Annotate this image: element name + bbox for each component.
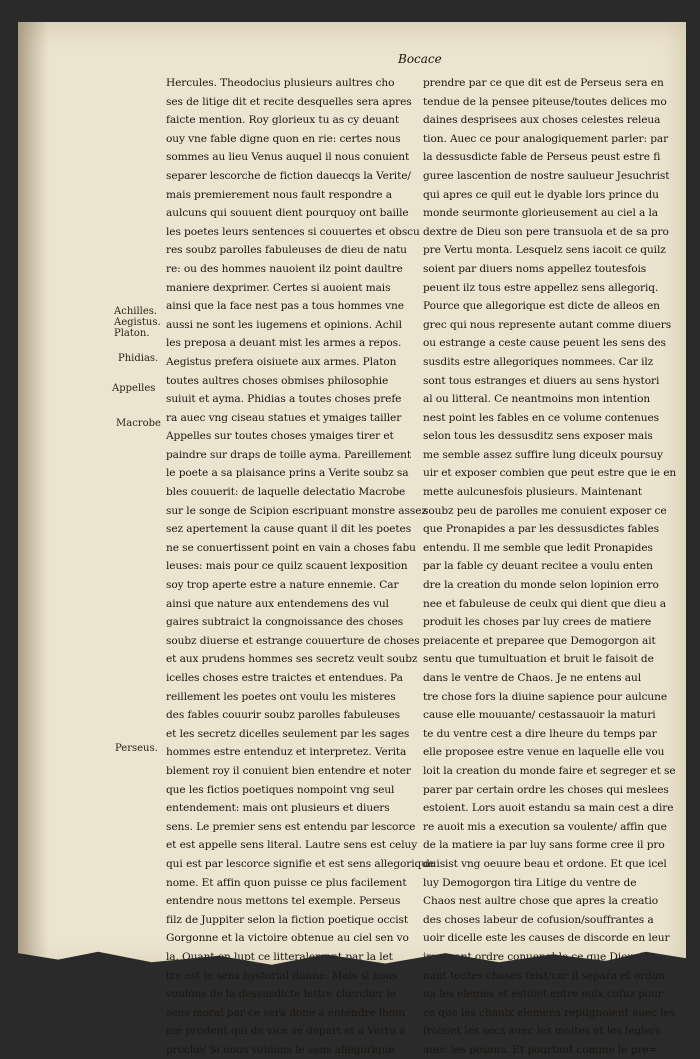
right-text-column — [423, 74, 677, 1059]
text-line: suiuit et ayma. Phidias a toutes choses prefe — [166, 393, 402, 406]
text-line: separer lescorche de fiction dauecqs la Verite/ — [166, 169, 411, 182]
text-line: que les fictios poetiques nompoint vng seul — [166, 783, 395, 796]
text-line: icelles choses estre traictes et entendues. Pa — [166, 672, 403, 684]
text-line: les poetes leurs sentences si couuertes et obscu — [166, 225, 420, 238]
text-line: entendre nous mettons tel exemple. Perseus — [166, 895, 401, 908]
text-line: sommes au lieu Venus auquel il nous conuient — [166, 151, 410, 164]
text-line: des choses labeur de cofusion/souffrantes a — [423, 913, 654, 926]
text-line: sens. Le premier sens est entendu par lescorce — [166, 820, 416, 833]
text-line: blement roy il conuient bien entendre et noter — [166, 764, 411, 777]
text-line: Aegistus prefera oisiuete aux armes. Platon — [166, 355, 397, 368]
text-line: leuses: mais pour ce quilz scauent lexposition — [166, 560, 408, 573]
text-line: faicte mention. Roy glorieux tu as cy deuant — [166, 114, 400, 127]
text-line: par la fable cy deuant recitee a voulu enten — [423, 560, 653, 573]
text-line: mette aulcunesfois plusieurs. Maintenant — [423, 486, 643, 499]
text-line: Hercules. Theodocius plusieurs aultres cho — [166, 77, 395, 89]
text-line: soient par diuers noms appellez toutesfois — [423, 262, 647, 275]
text-line: preiacente et preparee que Demogorgon ait — [423, 634, 656, 647]
text-line: soubz peu de parolles me conuient exposer ce — [423, 504, 667, 517]
text-line: proche/ Si nous voulons le sens allegorique — [166, 1043, 395, 1056]
text-line: et les secretz dicelles seulement par les sages — [166, 727, 410, 740]
text-line: reillement les poetes ont voulu les misteres — [166, 690, 396, 703]
text-line: sens moral par ce sera done a entendre lhom — [166, 1006, 406, 1019]
text-line: selon tous les dessusditz sens exposer mais — [423, 430, 653, 443]
text-line: filz de Juppiter selon la fiction poetique occist — [166, 913, 408, 926]
text-line: tre chose fors la diuine sapience pour aulcune — [423, 690, 668, 703]
text-line: al ou litteral. Ce neantmoins mon intention — [423, 393, 651, 406]
text-line: bles couuerit: de laquelle delectatio Macrobe — [166, 486, 406, 499]
text-line: ainsi que nature aux entendemens des vul — [166, 597, 389, 610]
marginal-note: Aegistus. — [114, 317, 161, 328]
text-line: nome. Et affin quon puisse ce plus facilement — [166, 876, 407, 889]
text-line: Appelles sur toutes choses ymaiges tirer et — [166, 430, 394, 443]
text-line: aulcuns qui souuent dient pourquoy ont baille — [166, 207, 409, 220]
text-line: nant toutes choses feist/car il separa et ordon — [423, 969, 665, 982]
text-line: soy trop aperte estre a nature ennemie. Car — [166, 579, 399, 592]
text-line: et est appelle sens literal. Lautre sens est celuy — [166, 839, 418, 852]
text-line: sont tous estranges et diuers au sens hystori — [423, 374, 660, 387]
text-line: et aux prudens hommes ses secretz veult soubz — [166, 653, 418, 666]
text-line: hommes estre entenduz et interpretez. Verita — [166, 746, 407, 759]
text-line: susdits estre allegoriques nommees. Car ilz — [423, 355, 654, 368]
text-line: re: ou des hommes nauoient ilz point daultre — [166, 262, 403, 275]
text-line: nest point les fables en ce volume contenues — [423, 411, 659, 424]
text-line: me prudent qui de vice se depart et a Vertu a — [166, 1025, 406, 1038]
text-line: grec qui nous represente autant comme diuers — [423, 318, 672, 331]
marginal-note: Appelles — [112, 383, 156, 394]
text-line: guree lascention de nostre saulueur Jesuchrist — [423, 169, 670, 182]
text-line: sentu que tumultuation et bruit le faisoit de — [423, 653, 654, 666]
text-line: mais premierement nous fault respondre a — [166, 188, 392, 201]
text-line: ainsi que la face nest pas a tous hommes vne — [166, 300, 404, 313]
text-line: soubz diuerse et estrange couuerture de choses — [166, 634, 420, 647]
text-line: sez apertement la cause quant il dit les poetes — [166, 523, 412, 536]
text-line: aussi ne sont les iugemens et opinions. Achil — [166, 318, 402, 331]
text-line: tion. Auec ce pour analogiquement parler: par — [423, 132, 669, 145]
text-line: dre la creation du monde selon lopinion erro — [423, 579, 659, 592]
text-line: te du ventre cest a dire lheure du temps par — [423, 727, 657, 740]
marginal-note: Phidias. — [118, 353, 159, 364]
text-line: de la matiere ia par luy sans forme cree il pro — [423, 839, 665, 852]
text-line: des fables couurir soubz parolles fabuleuses — [166, 709, 400, 722]
text-line: dextre de Dieu son pere transuola et de sa pro — [423, 225, 669, 238]
text-line: maniere dexprimer. Certes si auoient mais — [166, 281, 391, 294]
text-line: froix/et les secz auec les moites et les legiers — [423, 1025, 661, 1038]
book-page — [18, 22, 686, 1056]
text-line: ra auec vng ciseau statues et ymaiges tailler — [166, 411, 402, 424]
text-line: le poete a sa plaisance prins a Verite soubz sa — [166, 467, 409, 480]
text-line: monde seurmonte glorieusement au ciel a la — [423, 207, 658, 220]
marginal-note: Achilles. — [114, 306, 158, 317]
text-line: uoir dicelle este les causes de discorde en leur — [423, 932, 670, 945]
text-line: peuent ilz tous estre appellez sens allegoriq. — [423, 281, 659, 294]
text-line: ne se conuertissent point en vain a choses fabu — [166, 541, 416, 554]
text-line: luy Demogorgon tira Litige du ventre de — [423, 876, 637, 889]
text-line: ouy vne fable digne quon en rie: certes nous — [166, 132, 401, 145]
text-line: loit la creation du monde faire et segreger et se — [423, 764, 676, 777]
text-line: prendre par ce que dit est de Perseus sera en — [423, 77, 664, 89]
text-line: daines desprisees aux choses celestes releua — [423, 114, 661, 127]
text-line: dans le ventre de Chaos. Je ne entens aul — [423, 672, 642, 684]
text-line: estoient. Lors auoit estandu sa main cest a dire — [423, 802, 674, 815]
text-line: tre est le sens hystorial donne: Mais si nous — [166, 969, 398, 982]
text-line: me semble assez suffire lung diceulx poursuy — [423, 448, 663, 461]
marginal-note: Macrobe — [116, 418, 161, 429]
text-line: entendu. Il me semble que ledit Pronapides — [423, 541, 653, 554]
text-line: elle proposee estre venue en laquelle elle vou — [423, 746, 665, 759]
text-line: Gorgonne et la victoire obtenue au ciel sen vo — [166, 932, 409, 945]
text-line: que Pronapides a par les dessusdictes fables — [423, 523, 659, 536]
text-line: nee et fabuleuse de ceulx qui dient que dieu a — [423, 597, 667, 610]
text-line: pre Vertu monta. Lesquelz sens iacoit ce quilz — [423, 244, 666, 257]
text-line: voulons de la dessusdicte lettre chercher le — [166, 988, 396, 1001]
running-head: Bocace — [398, 52, 442, 66]
left-text-column — [166, 74, 435, 1059]
text-line: toutes aultres choses obmises philosophie — [166, 374, 389, 387]
text-line: Pource que allegorique est dicte de alleos en — [423, 300, 660, 313]
text-line: la dessusdicte fable de Perseus peust estre fi — [423, 151, 661, 164]
text-line: gaires subtraict la congnoissance des choses — [166, 616, 404, 629]
text-line: ou estrange a ceste cause peuent les sens des — [423, 337, 666, 350]
text-line: cause elle mouuante/ cestassauoir la maturi — [423, 709, 656, 722]
text-line: ce que les chaulx elemens repugnoient auec les — [423, 1006, 675, 1019]
marginal-note: Platon. — [114, 328, 150, 339]
text-line: les preposa a deuant mist les armes a repos. — [166, 337, 402, 350]
marginal-note: Perseus. — [115, 743, 158, 754]
gutter-shadow — [18, 22, 48, 970]
text-line: Chaos nest aultre chose que apres la creatio — [423, 895, 659, 908]
text-line: na les elemes et estoiet entre eulx cofuz pour — [423, 988, 663, 1001]
text-line: tendue de la pensee piteuse/toutes delices mo — [423, 95, 667, 108]
text-line: re auoit mis a execution sa voulente/ affin que — [423, 820, 667, 833]
text-line: la. Quant on lupt ce litteralement par la let — [166, 950, 393, 963]
text-line: auec les pesans. Et pourtant comme le pre= — [423, 1043, 658, 1056]
text-line: parer par certain ordre les choses qui meslees — [423, 783, 669, 796]
text-line: qui est par lescorce signifie et est sens allegorique — [166, 857, 435, 870]
marginal-note-group — [114, 306, 161, 339]
text-line: res soubz parolles fabuleuses de dieu de natu — [166, 244, 407, 257]
text-line: uir et exposer combien que peut estre que ie en — [423, 467, 677, 480]
text-line: paindre sur draps de toille ayma. Pareillement — [166, 448, 412, 461]
text-line: qui apres ce quil eut le dyable lors prince du — [423, 188, 659, 201]
text-line: duisist vng oeuure beau et ordone. Et que icel — [423, 857, 667, 870]
text-line: entendement: mais ont plusieurs et diuers — [166, 802, 390, 815]
text-line: ses de litige dit et recite desquelles sera apres — [166, 95, 412, 108]
text-line: sur le songe de Scipion escripuant monstre assez — [166, 504, 427, 517]
text-line: produit les choses par luy crees de matiere — [423, 616, 652, 629]
